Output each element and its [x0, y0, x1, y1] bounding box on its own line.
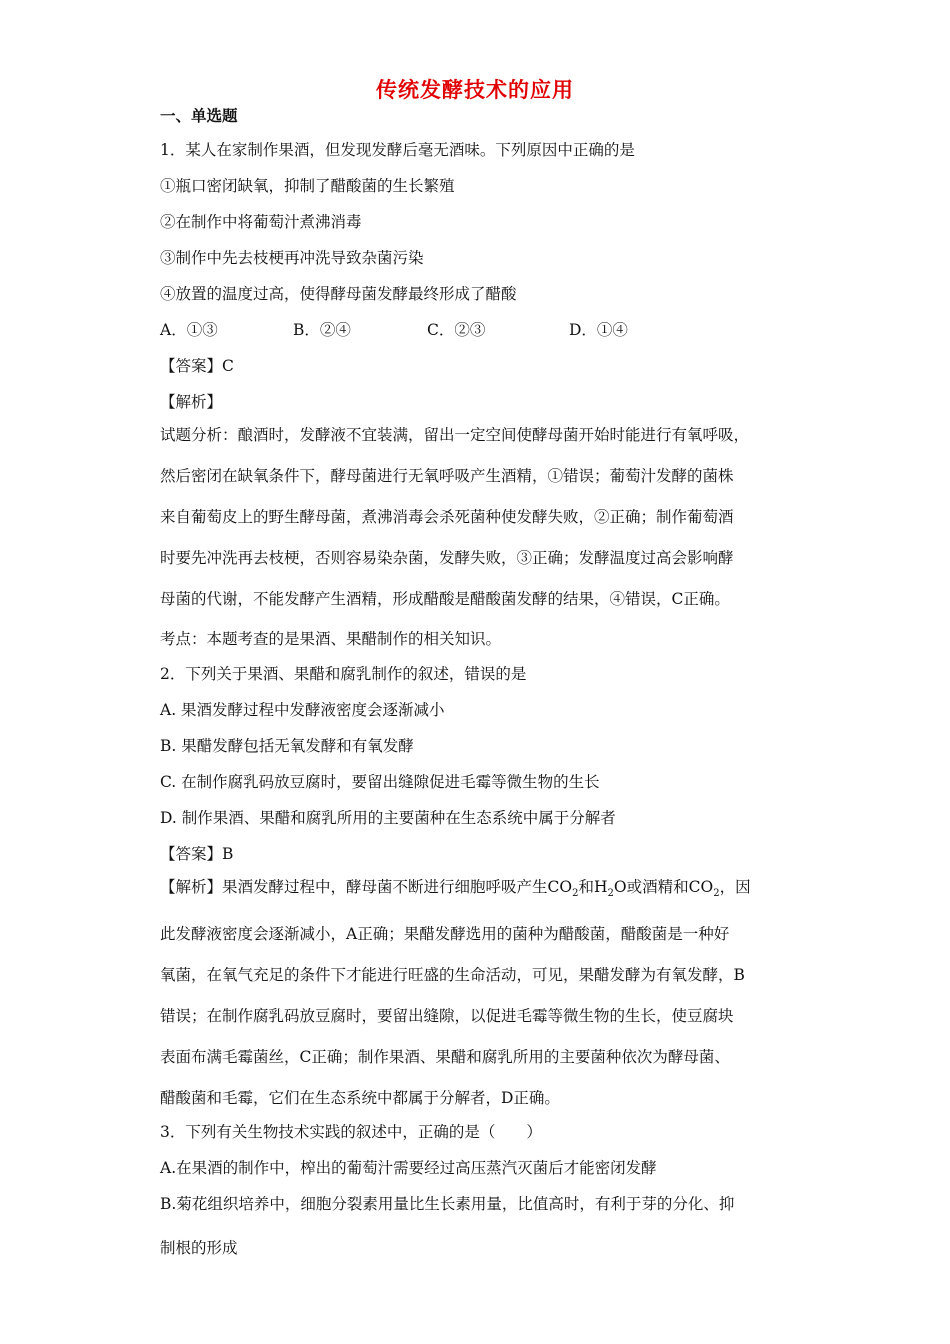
question-1-stem: 1．某人在家制作果酒，但发现发酵后毫无酒味。下列原因中正确的是 — [160, 141, 635, 159]
question-1-statement-2: ②在制作中将葡萄汁煮沸消毒 — [160, 213, 362, 231]
option-d: D．①④ — [569, 321, 628, 339]
question-1-statement-4: ④放置的温度过高，使得酵母菌发酵最终形成了醋酸 — [160, 285, 517, 303]
question-2-option-a: A. 果酒发酵过程中发酵液密度会逐渐减小 — [160, 701, 445, 719]
option-b: B．②④ — [293, 321, 351, 339]
question-2-answer: 【答案】B — [160, 845, 234, 863]
question-2-option-c: C. 在制作腐乳码放豆腐时，要留出缝隙促进毛霉等微生物的生长 — [160, 773, 600, 791]
question-3-option-b-cont: 制根的形成 — [160, 1239, 238, 1257]
page-title: 传统发酵技术的应用 — [376, 77, 574, 102]
question-1-statement-3: ③制作中先去枝梗再冲洗导致杂菌污染 — [160, 249, 424, 267]
option-a: A．①③ — [160, 321, 218, 339]
question-3-option-a: A.在果酒的制作中，榨出的葡萄汁需要经过高压蒸汽灭菌后才能密闭发酵 — [160, 1159, 657, 1177]
question-1-answer: 【答案】C — [160, 357, 234, 375]
question-2-option-b: B. 果醋发酵包括无氧发酵和有氧发酵 — [160, 737, 414, 755]
section-heading: 一、单选题 — [160, 106, 238, 125]
question-1-analysis-label: 【解析】 — [160, 393, 223, 411]
option-c: C．②③ — [427, 321, 486, 339]
question-1-analysis: 试题分析：酿酒时，发酵液不宜装满，留出一定空间使酵母菌开始时能进行有氧呼吸， 然后密闭在缺氧条件下，酵母菌进行无氧呼吸产生酒精，①错误；葡萄汁发酵的菌株 来自葡萄皮上的野生酵母菌，煮沸消毒会杀死菌种使发酵失败，②正确；制作葡萄酒 时要先冲洗再去枝梗，否则容易染杂菌，发酵失败，③正确；发酵温度过高会影响酵 母菌的代谢，不能发酵产生酒精，形成醋酸是醋酸菌发酵的结果，④错误，C正确。 — [160, 426, 750, 608]
question-1-options — [160, 318, 628, 340]
question-1-knowledge-point: 考点：本题考查的是果酒、果醋制作的相关知识。 — [160, 630, 502, 648]
question-1-statement-1: ①瓶口密闭缺氧，抑制了醋酸菌的生长繁殖 — [160, 177, 455, 195]
question-2-analysis-line-1: 【解析】果酒发酵过程中，酵母菌不断进行细胞呼吸产生$CO_2$和$H_2O$或酒精和$CO_2$，因 — [160, 878, 751, 900]
question-2-analysis: 【解析】果酒发酵过程中，酵母菌不断进行细胞呼吸产生$CO_2$和$H_2O$或酒精和$CO_2$，因 此发酵液密度会逐渐减小，A正确；果醋发酵选用的菌种为醋酸菌，醋酸菌是一种好 氧菌，在氧气充足的条件下才能进行旺盛的生命活动，可见，果醋发酵为有氧发酵，B 错误；在制作腐乳码放豆腐时，要留出缝隙，以促进毛霉等微生物的生长，使豆腐块 表面布满毛霉菌丝，C正确；制作果酒、果醋和腐乳所用的主要菌种依次为酵母菌、 醋酸菌和毛霉，它们在生态系统中都属于分解者，D正确。 — [160, 867, 800, 1119]
question-2-stem: 2．下列关于果酒、果醋和腐乳制作的叙述，错误的是 — [160, 665, 527, 683]
question-2-option-d: D. 制作果酒、果醋和腐乳所用的主要菌种在生态系统中属于分解者 — [160, 809, 616, 827]
question-3-option-b: B.菊花组织培养中，细胞分裂素用量比生长素用量，比值高时，有利于芽的分化、抑 — [160, 1195, 735, 1213]
question-3-stem: 3．下列有关生物技术实践的叙述中，正确的是（ ） — [160, 1123, 542, 1141]
